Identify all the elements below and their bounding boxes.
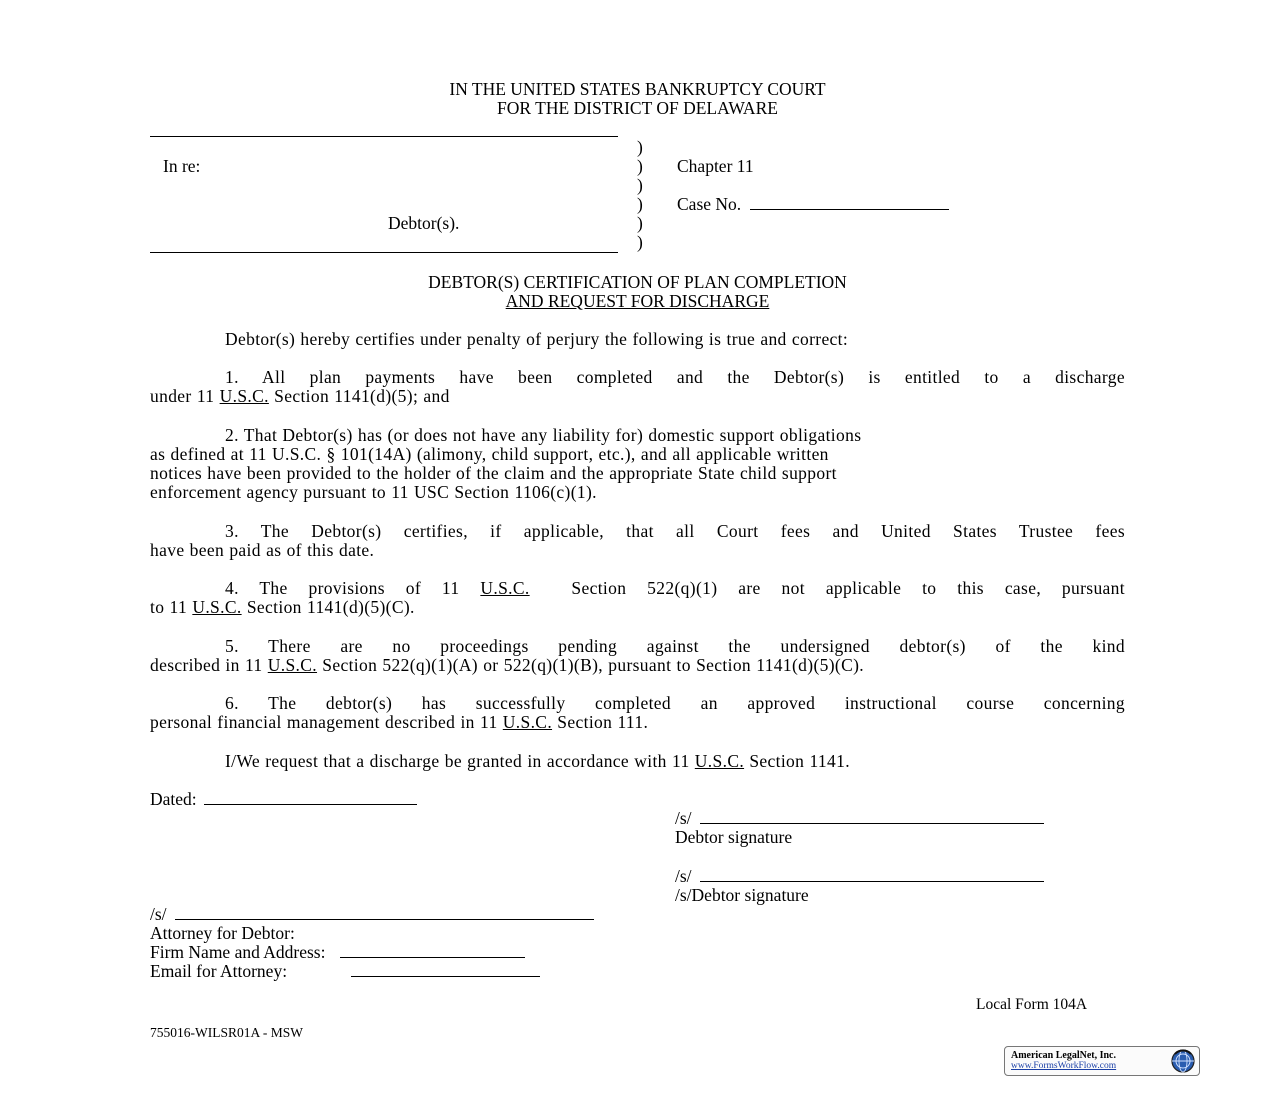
- p1-line2b: Section 1141(d)(5); and: [274, 386, 450, 406]
- request-text-b: Section 1141.: [749, 751, 850, 771]
- p4-line1a: 4. The provisions of 11: [225, 578, 460, 598]
- dated-row: [150, 790, 417, 809]
- email-label: Email for Attorney:: [150, 961, 288, 981]
- debtor-signature-2-row: [675, 867, 1044, 886]
- caption-paren: ): [637, 232, 643, 252]
- usc-citation: U.S.C.: [219, 386, 269, 406]
- globe-icon: [1170, 1048, 1196, 1074]
- signature-prefix: /s/: [675, 808, 692, 828]
- case-number-field[interactable]: [750, 209, 949, 210]
- p2-line4: enforcement agency pursuant to 11 USC Section 1106(c)(1).: [150, 482, 597, 502]
- document-subtitle-text: AND REQUEST FOR DISCHARGE: [505, 291, 770, 311]
- p2-line1: 2. That Debtor(s) has (or does not have any liability for) domestic support obligations: [225, 425, 862, 445]
- p5-line2a: described in 11: [150, 655, 263, 675]
- intro-text: Debtor(s) hereby certifies under penalty of perjury the following is true and correct:: [225, 329, 849, 349]
- usc-citation: U.S.C.: [694, 751, 745, 771]
- firm-row: [150, 943, 525, 962]
- firm-field[interactable]: [340, 957, 525, 958]
- local-form-label: Local Form 104A: [976, 996, 1088, 1013]
- request-text-a: I/We request that a discharge be granted in accordance with 11: [225, 751, 690, 771]
- document-subtitle: [0, 292, 1275, 311]
- p3-line2: have been paid as of this date.: [150, 540, 375, 560]
- dated-label: Dated:: [150, 789, 197, 809]
- signature-prefix: /s/: [150, 904, 167, 924]
- p2-line3: notices have been provided to the holder of the claim and the appropriate State child support: [150, 463, 837, 483]
- caption-paren: ): [637, 213, 643, 233]
- discharge-request: [150, 752, 1125, 771]
- document-title: DEBTOR(S) CERTIFICATION OF PLAN COMPLETION: [428, 272, 847, 292]
- paragraph-4: [150, 579, 1125, 617]
- caption-paren: ): [637, 175, 643, 195]
- case-number-label: Case No.: [677, 194, 742, 214]
- paragraph-3: [150, 522, 1125, 560]
- intro-paragraph: [150, 330, 1125, 349]
- p6-line2b: Section 111.: [557, 712, 649, 732]
- logo-company: American LegalNet, Inc.: [1011, 1050, 1116, 1061]
- debtor-signature-2-label: /s/Debtor signature: [675, 885, 809, 905]
- form-code: 755016-WILSR01A - MSW: [150, 1025, 303, 1040]
- caption-paren: ): [637, 156, 643, 176]
- p3-line1: 3. The Debtor(s) certifies, if applicable, that all Court fees and United States Trustee fees: [225, 521, 1125, 541]
- email-row: [150, 962, 540, 981]
- caption-top-rule: [150, 136, 618, 137]
- court-name: IN THE UNITED STATES BANKRUPTCY COURT: [449, 79, 826, 99]
- debtor-signature-2-field[interactable]: [700, 881, 1044, 882]
- court-district: FOR THE DISTRICT OF DELAWARE: [497, 98, 778, 118]
- usc-citation: U.S.C.: [480, 578, 530, 598]
- caption-paren: ): [637, 194, 643, 214]
- caption-paren: ): [637, 137, 643, 157]
- caption-bottom-rule: [150, 252, 618, 253]
- p1-line1: 1. All plan payments have been completed and the Debtor(s) is entitled to a discharge: [225, 367, 1125, 387]
- p4-line2b: Section 1141(d)(5)(C).: [246, 597, 415, 617]
- p6-line1: 6. The debtor(s) has successfully completed an approved instructional course concerning: [225, 693, 1125, 713]
- attorney-for-debtor-label: Attorney for Debtor:: [150, 923, 295, 943]
- attorney-signature-row: [150, 905, 594, 924]
- american-legalnet-logo[interactable]: [1004, 1046, 1200, 1076]
- p6-line2a: personal financial management described in 11: [150, 712, 498, 732]
- case-number-row: [677, 195, 949, 214]
- p4-line2a: to 11: [150, 597, 188, 617]
- debtor-signature-1-label: Debtor signature: [675, 827, 793, 847]
- paragraph-5: [150, 637, 1125, 675]
- p4-line1b: Section 522(q)(1) are not applicable to this case, pursuant: [571, 578, 1125, 598]
- usc-citation: U.S.C.: [192, 597, 242, 617]
- usc-citation: U.S.C.: [502, 712, 553, 732]
- p5-line1: 5. There are no proceedings pending against the undersigned debtor(s) of the kind: [225, 636, 1125, 656]
- firm-label: Firm Name and Address:: [150, 942, 326, 962]
- logo-url[interactable]: www.FormsWorkFlow.com: [1011, 1061, 1117, 1071]
- debtor-signature-1-row: [675, 809, 1044, 828]
- chapter-label: Chapter 11: [677, 156, 754, 176]
- attorney-signature-field[interactable]: [175, 919, 594, 920]
- date-field[interactable]: [204, 804, 417, 805]
- p2-line2: as defined at 11 U.S.C. § 101(14A) (alimony, child support, etc.), and all applicable written: [150, 444, 829, 464]
- signature-prefix: /s/: [675, 866, 692, 886]
- paragraph-1: [150, 368, 1125, 406]
- email-field[interactable]: [351, 976, 540, 977]
- usc-citation: U.S.C.: [267, 655, 318, 675]
- in-re-label: In re:: [163, 156, 201, 176]
- p5-line2b: Section 522(q)(1)(A) or 522(q)(1)(B), pursuant to Section 1141(d)(5)(C).: [322, 655, 865, 675]
- debtors-label: Debtor(s).: [388, 213, 460, 233]
- debtor-signature-1-field[interactable]: [700, 823, 1044, 824]
- paragraph-2: [150, 426, 1095, 502]
- p1-line2a: under 11: [150, 386, 215, 406]
- paragraph-6: [150, 694, 1125, 732]
